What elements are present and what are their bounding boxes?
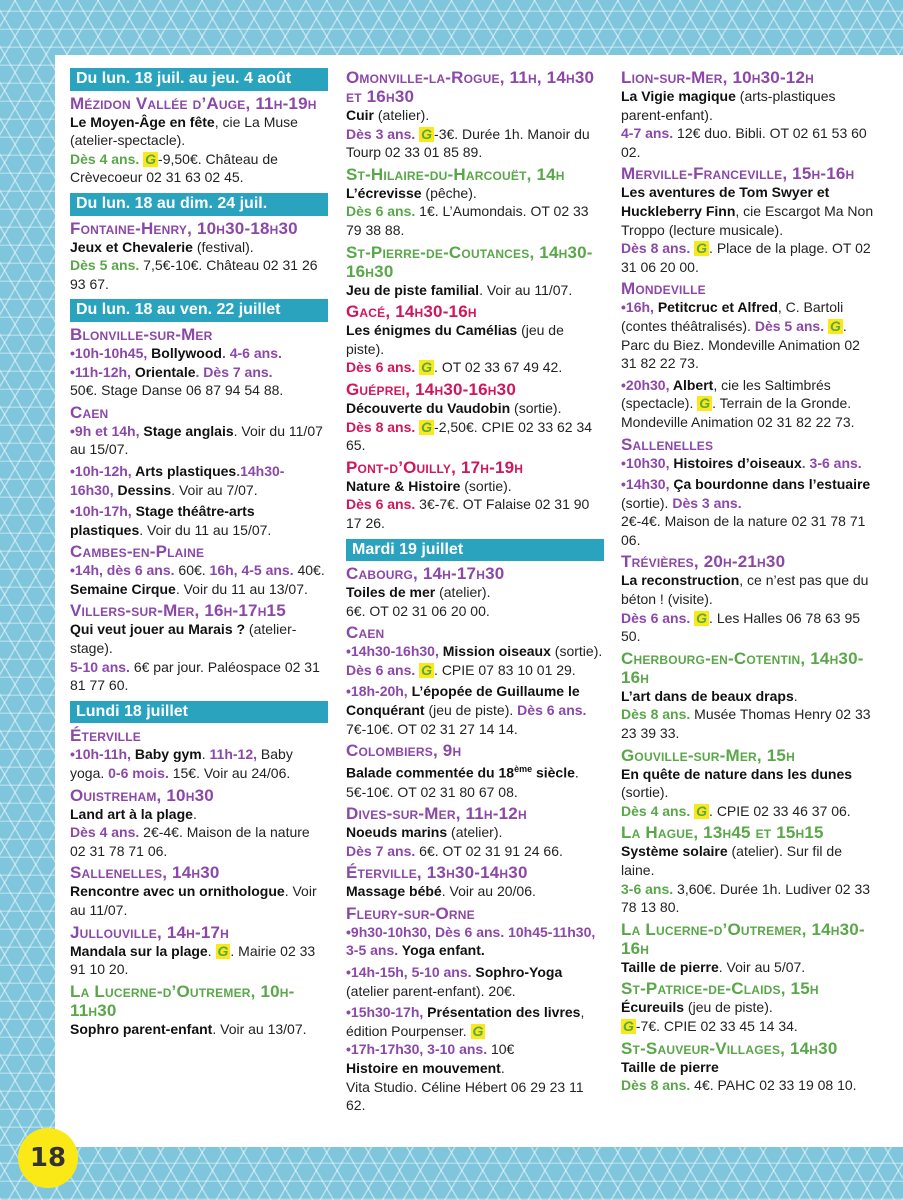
town-heading: St-Sauveur-Villages, 14h30 [621, 1038, 838, 1058]
free-badge: G [696, 802, 708, 819]
town-heading: La Hague, 13h45 et 15h15 [621, 823, 824, 843]
event-entry: •10h-11h, Baby gym. 11h-12, Baby yoga. 0-6 mois. 15€. Voir au 24/06. [70, 746, 293, 782]
free-badge: G [217, 942, 229, 959]
free-badge: G [696, 609, 708, 626]
town-heading: Merville-Franceville, 15h-16h [621, 164, 855, 184]
event-entry: L’écrevisse (pêche). Dès 6 ans. 1€. L’Aumondais. OT 02 33 79 38 88. [346, 184, 589, 238]
page-number: 18 [18, 1128, 78, 1188]
date-banner: Lundi 18 juillet [70, 701, 328, 724]
free-badge: G [623, 1017, 634, 1034]
free-badge: G [696, 240, 708, 257]
town-heading: Colombiers, 9h [346, 741, 462, 761]
town-heading: Jullouville, 14h-17h [70, 922, 230, 942]
town-heading: Dives-sur-Mer, 11h-12h [346, 804, 527, 824]
event-entry: Massage bébé. Voir au 20/06. [346, 883, 536, 900]
town-heading: Gacé, 14h30-16h [346, 302, 477, 322]
town-heading: Villers-sur-Mer, 16h-17h15 [70, 601, 286, 621]
town-heading: Cherbourg-en-Cotentin, 14h30-16h [621, 648, 864, 687]
event-entry: Cuir (atelier). Dès 3 ans. G -3€. Durée 1h. Manoir du Tourp 02 33 01 85 89. [346, 107, 590, 161]
event-entry: Qui veut jouer au Marais ? (atelier-stage). 5-10 ans. 6€ par jour. Paléospace 02 31 81 77 60. [70, 621, 320, 694]
event-entry: •14h, dès 6 ans. 60€. 16h, 4-5 ans. 40€. Semaine Cirque. Voir du 11 au 13/07. [70, 562, 325, 597]
event-entry: La Vigie magique (arts-plastiques parent-enfant). 4-7 ans. 12€ duo. Bibli. OT 02 61 53 60 02. [621, 88, 867, 160]
event-entry: En quête de nature dans les dunes (sortie). Dès 4 ans. G . CPIE 02 33 46 37 06. [621, 765, 853, 819]
event-entry: •17h-17h30, 3-10 ans. 10€ Histoire en mouvement. Vita Studio. Céline Hébert 06 29 23 11 62. [346, 1041, 584, 1114]
free-badge: G [421, 125, 433, 142]
town-heading: Mézidon Vallée d’Auge, 11h-19h [70, 93, 317, 113]
event-entry: •18h-20h, L’épopée de Guillaume le Conquérant (jeu de piste). Dès 6 ans. 7€-10€. OT 02 31 27 14 14. [346, 683, 587, 737]
event-entry: •9h et 14h, Stage anglais. Voir du 11/07 au 15/07. [70, 422, 323, 458]
town-heading: Fleury-sur-Orne [346, 903, 475, 923]
event-entry: Toiles de mer (atelier). 6€. OT 02 31 06 20 00. [346, 584, 491, 619]
event-entry: •15h30-17h, Présentation des livres, édition Pourpenser. G [346, 1004, 585, 1039]
town-heading: Guéprei, 14h30-16h30 [346, 379, 516, 399]
town-heading: Fontaine-Henry, 10h30-18h30 [70, 218, 298, 238]
event-entry: Noeuds marins (atelier). Dès 7 ans. 6€. OT 02 31 91 24 66. [346, 824, 563, 859]
town-heading: Blonville-sur-Mer [70, 324, 213, 344]
event-entry: Écureuils (jeu de piste). G -7€. CPIE 02 33 45 14 34. [621, 999, 798, 1034]
event-entry: Nature & Histoire (sortie). Dès 6 ans. 3€-7€. OT Falaise 02 31 90 17 26. [346, 477, 590, 531]
event-entry: Jeux et Chevalerie (festival). Dès 5 ans. 7,5€-10€. Château 02 31 26 93 67. [70, 238, 318, 292]
town-heading: La Lucerne-d’Outremer, 14h30-16h [621, 919, 865, 958]
town-heading: St-Patrice-de-Claids, 15h [621, 979, 819, 999]
column-3 [621, 68, 877, 1095]
town-heading: Sallenelles, 14h30 [70, 863, 220, 883]
event-entry: •14h-15h, 5-10 ans. Sophro-Yoga (atelier parent-enfant). 20€. [346, 964, 563, 999]
event-entry: Découverte du Vaudobin (sortie). Dès 8 ans. G -2,50€. CPIE 02 33 62 34 65. [346, 399, 593, 454]
event-entry: Système solaire (atelier). Sur fil de laine. 3-6 ans. 3,60€. Durée 1h. Ludiver 02 33 78 13 80. [621, 843, 871, 916]
free-badge: G [421, 418, 433, 435]
column-1 [70, 68, 328, 1038]
town-heading: Éterville [70, 726, 141, 746]
town-heading: Sallenelles [621, 434, 714, 454]
town-heading: Pont-d’Ouilly, 17h-19h [346, 457, 524, 477]
event-entry: Le Moyen-Âge en fête, cie La Muse (atelier-spectacle). Dès 4 ans. G -9,50€. Château de Crèvecoeur 02 31 63 02 45. [70, 113, 298, 186]
event-entry: Rencontre avec un ornithologue. Voir au 11/07. [70, 883, 317, 918]
town-heading: Mondeville [621, 279, 706, 299]
event-entry: Sophro parent-enfant. Voir au 13/07. [70, 1020, 307, 1037]
date-banner: Du lun. 18 au ven. 22 juillet [70, 299, 328, 322]
free-badge: G [145, 150, 157, 167]
town-heading: Caen [70, 402, 109, 422]
town-heading: Cabourg, 14h-17h30 [346, 564, 505, 584]
date-banner: Mardi 19 juillet [346, 539, 604, 562]
town-heading: La Lucerne-d’Outremer, 10h-11h30 [70, 981, 295, 1020]
event-entry: Jeu de piste familial. Voir au 11/07. [346, 281, 573, 298]
event-entry: La reconstruction, ce n’est pas que du béton ! (visite). Dès 6 ans. G . Les Halles 06 78 63 95 50. [621, 572, 869, 645]
free-badge: G [472, 1022, 484, 1039]
event-entry: •10h-17h, Stage théâtre-arts plastiques. Voir du 11 au 15/07. [70, 503, 272, 538]
town-heading: Omonville-la-Rogue, 11h, 14h30 et 16h30 [346, 68, 595, 106]
date-banner: Du lun. 18 juil. au jeu. 4 août [70, 68, 328, 91]
event-entry: •14h30-16h30, Mission oiseaux (sortie). Dès 6 ans. G . CPIE 07 83 10 01 29. [346, 643, 603, 678]
event-entry: L’art dans de beaux draps. Dès 8 ans. Musée Thomas Henry 02 33 23 39 33. [621, 687, 871, 742]
event-entry: •16h, Petitcruc et Alfred, C. Bartoli (contes théâtralisés). Dès 5 ans. G . Parc du Biez. Mondeville Animation 02 31 82 22 73. [621, 299, 860, 372]
town-heading: Gouville-sur-Mer, 15h [621, 745, 795, 765]
event-entry: •14h30, Ça bourdonne dans l’estuaire (sortie). Dès 3 ans. 2€-4€. Maison de la nature 02 31 78 71 06. [621, 476, 871, 548]
event-entry: Taille de pierre. Voir au 5/07. [621, 958, 806, 975]
event-entry: •10h-10h45, Bollywood. 4-6 ans. •11h-12h, Orientale. Dès 7 ans. 50€. Stage Danse 06 87 94 54 88. [70, 344, 284, 399]
free-badge: G [421, 359, 433, 376]
town-heading: Caen [346, 623, 385, 643]
town-heading: Cambes-en-Plaine [70, 542, 205, 562]
town-heading: Ouistreham, 10h30 [70, 785, 214, 805]
event-entry: Taille de pierre Dès 8 ans. 4€. PAHC 02 33 19 08 10. [621, 1058, 857, 1094]
free-badge: G [699, 395, 711, 412]
town-heading: Trévières, 20h-21h30 [621, 552, 786, 572]
town-heading: St-Hilaire-du-Harcouët, 14h [346, 164, 565, 184]
event-entry: •9h30-10h30, Dès 6 ans. 10h45-11h30, 3-5 ans. Yoga enfant. [346, 923, 596, 959]
town-heading: Éterville, 13h30-14h30 [346, 863, 528, 883]
column-2 [346, 68, 604, 1115]
free-badge: G [421, 661, 433, 678]
event-entry: •20h30, Albert, cie les Saltimbrés (spectacle). G . Terrain de la Gronde. Mondeville Animation 02 31 82 22 73. [621, 376, 855, 430]
event-entry: Mandala sur la plage. G . Mairie 02 33 91 10 20. [70, 942, 316, 978]
event-entry: Land art à la plage. Dès 4 ans. 2€-4€. Maison de la nature 02 31 78 71 06. [70, 805, 310, 859]
date-banner: Du lun. 18 au dim. 24 juil. [70, 193, 328, 216]
town-heading: St-Pierre-de-Coutances, 14h30-16h30 [346, 242, 593, 281]
town-heading: Lion-sur-Mer, 10h30-12h [621, 68, 814, 87]
event-entry: •10h-12h, Arts plastiques.14h30-16h30, Dessins. Voir au 7/07. [70, 462, 285, 498]
event-entry: Les aventures de Tom Swyer et Huckleberry Finn, cie Escargot Ma Non Troppo (lecture musicale). Dès 8 ans. G . Place de la plage. OT 02 31 06 20 00. [621, 184, 874, 275]
event-entry: •10h30, Histoires d’oiseaux. 3-6 ans. [621, 454, 862, 471]
free-badge: G [830, 317, 841, 334]
event-entry: Les énigmes du Camélias (jeu de piste). Dès 6 ans. G . OT 02 33 67 49 42. [346, 322, 564, 376]
event-entry: Balade commentée du 18ème siècle. 5€-10€. OT 02 31 80 67 08. [346, 764, 579, 800]
